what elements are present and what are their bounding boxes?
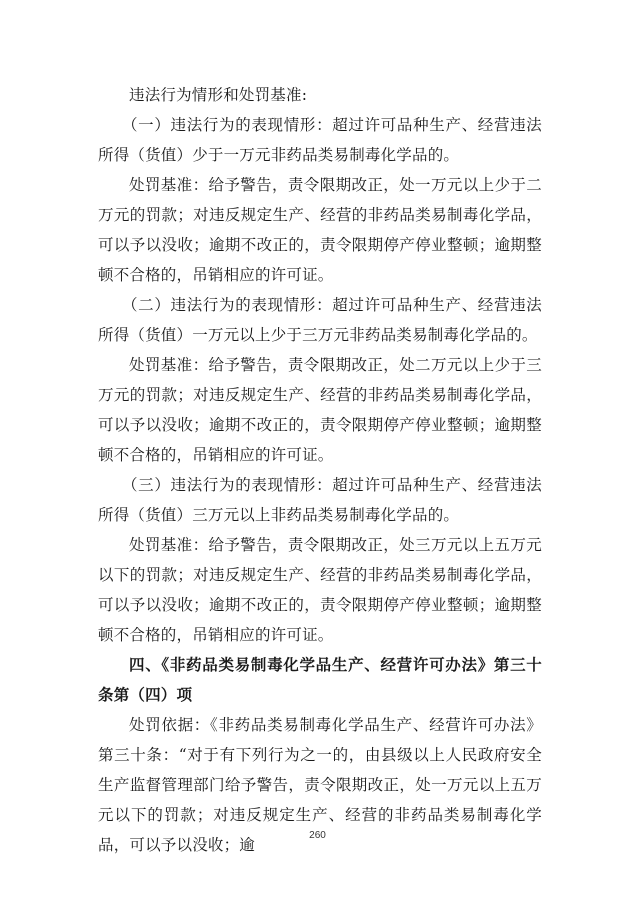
- case2-penalty-paragraph: 处罚基准：给予警告，责令限期改正，处二万元以上少于三万元的罚款；对违反规定生产、经营的非药品类易制毒化学品，可以予以没收；逾期不改正的，责令限期停产停业整顿；逾期整顿不合格的，吊销相应的许可证。: [98, 356, 542, 464]
- case1-situation-paragraph: （一）违法行为的表现情形：超过许可品种生产、经营违法所得（货值）少于一万元非药品类易制毒化学品的。: [98, 116, 542, 164]
- case2-situation-paragraph: （二）违法行为的表现情形：超过许可品种生产、经营违法所得（货值）一万元以上少于三万元非药品类易制毒化学品的。: [98, 296, 542, 344]
- case1-penalty-paragraph: 处罚基准：给予警告，责令限期改正，处一万元以上少于二万元的罚款；对违反规定生产、经营的非药品类易制毒化学品，可以予以没收；逾期不改正的，责令限期停产停业整顿；逾期整顿不合格的，吊销相应的许可证。: [98, 176, 542, 284]
- basis-paragraph: 处罚依据：《非药品类易制毒化学品生产、经营许可办法》第三十条：“对于有下列行为之一的，由县级以上人民政府安全生产监督管理部门给予警告，责令限期改正，处一万元以上五万元以下的罚款；对违反规定生产、经营的非药品类易制毒化学品，可以予以没收；逾: [98, 716, 542, 854]
- page-number: 260: [309, 830, 326, 841]
- intro-paragraph: 违法行为情形和处罚基准:: [129, 86, 308, 104]
- section-heading: 四、《非药品类易制毒化学品生产、经营许可办法》第三十条第（四）项: [98, 656, 542, 704]
- case3-penalty-paragraph: 处罚基准：给予警告，责令限期改正，处三万元以上五万元以下的罚款；对违反规定生产、经营的非药品类易制毒化学品，可以予以没收；逾期不改正的，责令限期停产停业整顿；逾期整顿不合格的，吊销相应的许可证。: [98, 536, 542, 644]
- case3-situation-paragraph: （三）违法行为的表现情形：超过许可品种生产、经营违法所得（货值）三万元以上非药品类易制毒化学品的。: [98, 476, 542, 524]
- document-page: [98, 80, 542, 860]
